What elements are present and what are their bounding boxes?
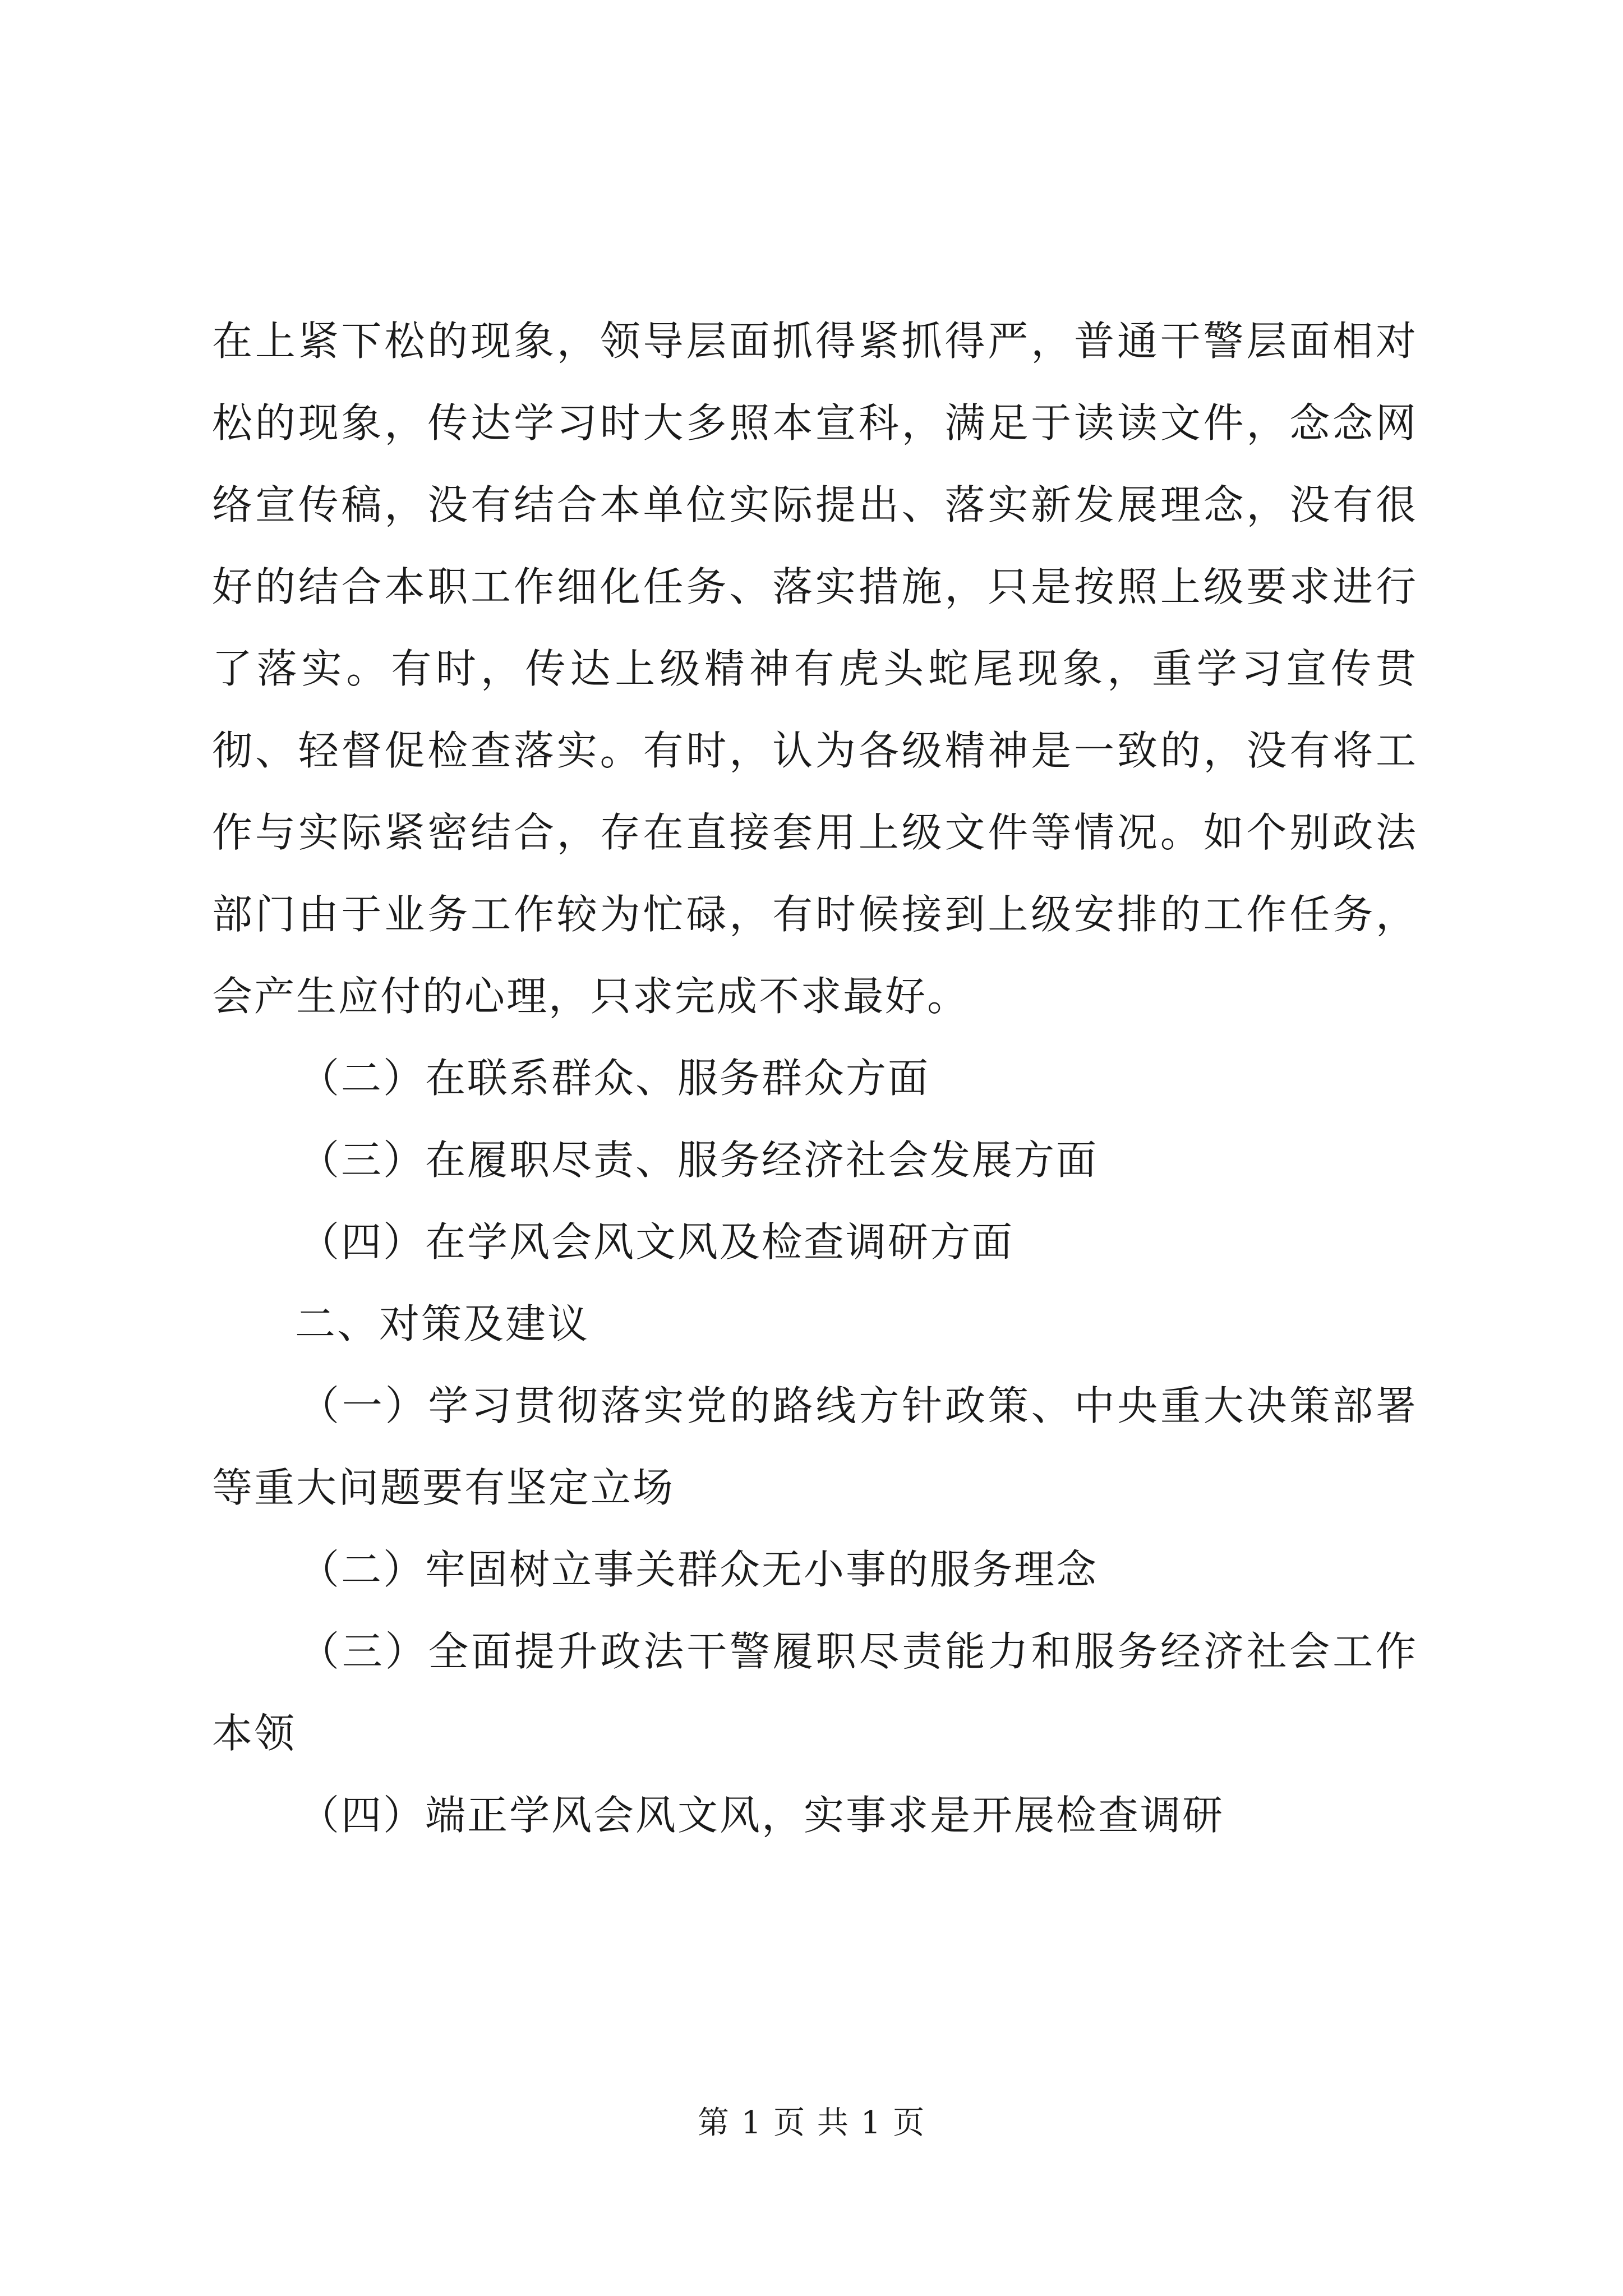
subheading: （四）在学风会风文风及检查调研方面 [299, 1218, 1015, 1266]
subheading: （四）端正学风会风文风，实事求是开展检查调研 [299, 1792, 1225, 1839]
subheading: （三）全面提升政法干警履职尽责能力和服务经济社会工作本领 [212, 1628, 1418, 1757]
body-paragraph: 在上紧下松的现象，领导层面抓得紧抓得严，普通干警层面相对松的现象，传达学习时大多照本宣科，满足于读读文件，念念网络宣传稿，没有结合本单位实际提出、落实新发展理念，没有很好的结合本职工作细化任务、落实措施，只是按照上级要求进行了落实。有时，传达上级精神有虎头蛇尾现象，重学习宣传贯彻、轻督促检查落实。有时，认为各级精神是一致的，没有将工作与实际紧密结合，存在直接套用上级文件等情况。如个别政法部门由于业务工作较为忙碌，有时候接到上级安排的工作任务，会产生应付的心理，只求完成不求最好。 [212, 318, 1418, 1020]
page-number-footer: 第 1 页 共 1 页 [697, 2105, 926, 2141]
document-body [212, 300, 1418, 1856]
subheading: （二）在联系群众、服务群众方面 [299, 1055, 930, 1102]
subheading: （一）学习贯彻落实党的路线方针政策、中央重大决策部署等重大问题要有坚定立场 [212, 1382, 1418, 1511]
section-heading: 二、对策及建议 [295, 1300, 590, 1347]
subheading: （三）在履职尽责、服务经济社会发展方面 [299, 1137, 1099, 1184]
subheading: （二）牢固树立事关群众无小事的服务理念 [299, 1546, 1099, 1593]
